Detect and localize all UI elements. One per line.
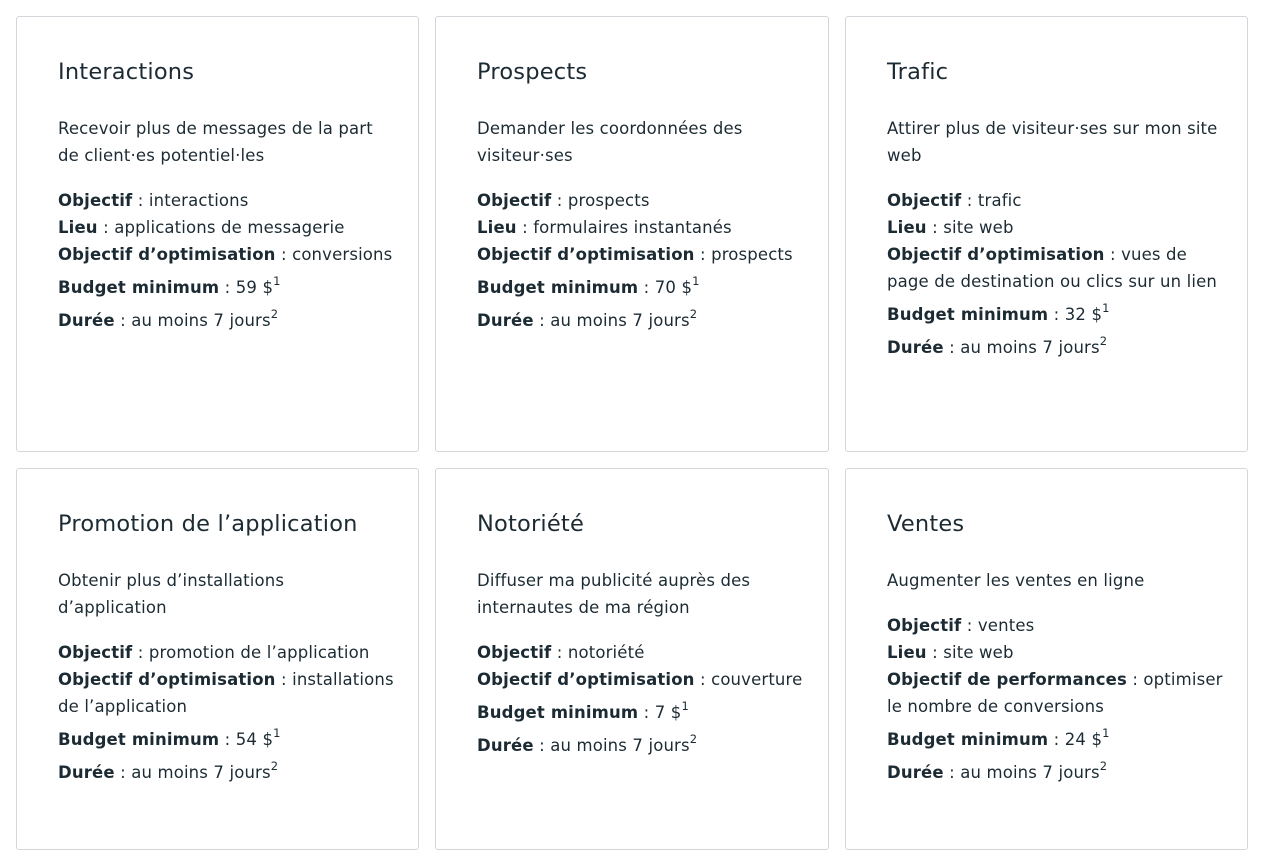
budget-footnote-link[interactable]: 1	[273, 725, 281, 740]
place-value: : site web	[926, 218, 1014, 237]
duration-row	[887, 334, 1223, 361]
card-title: Ventes	[887, 511, 965, 537]
budget-value: : 7 $	[638, 703, 682, 722]
optimization-label: Objectif d’optimisation	[477, 245, 695, 264]
objective-value: : interactions	[132, 191, 249, 210]
optimization-row	[58, 666, 394, 720]
budget-row	[58, 726, 394, 753]
place-row	[887, 639, 1223, 666]
card-title: Notoriété	[477, 511, 584, 537]
objective-row	[58, 187, 394, 214]
optimization-row	[477, 666, 804, 693]
card-description: Obtenir plus d’installations d’application	[58, 571, 285, 617]
place-value: : formulaires instantanés	[516, 218, 732, 237]
duration-row	[887, 759, 1223, 786]
duration-footnote-link[interactable]: 2	[1099, 333, 1108, 348]
place-value: : applications de messagerie	[97, 218, 345, 237]
place-label: Lieu	[58, 218, 98, 237]
optimization-value: : prospects	[694, 245, 793, 264]
duration-value: : au moins 7 jours	[114, 311, 271, 330]
optimization-label: Objectif d’optimisation	[887, 245, 1105, 264]
budget-footnote-link[interactable]: 1	[681, 698, 689, 713]
card-description: Demander les coordonnées des visiteur·ses	[477, 119, 743, 165]
duration-label: Durée	[887, 763, 944, 782]
card-details	[477, 639, 804, 759]
card-details	[887, 612, 1223, 786]
card-title: Promotion de l’application	[58, 511, 358, 537]
card-description: Attirer plus de visiteur·ses sur mon site web	[887, 119, 1218, 165]
duration-row	[477, 732, 804, 759]
objective-value: : promotion de l’application	[132, 643, 370, 662]
duration-value: : au moins 7 jours	[943, 338, 1100, 357]
objective-label: Objectif	[887, 616, 962, 635]
card-prospects	[435, 16, 829, 452]
optimization-value: : couverture	[694, 670, 803, 689]
duration-label: Durée	[477, 311, 534, 330]
card-title: Interactions	[58, 59, 195, 85]
budget-value: : 32 $	[1048, 305, 1103, 324]
budget-value: : 70 $	[638, 278, 693, 297]
card-description: Diffuser ma publicité auprès des internautes de ma région	[477, 571, 751, 617]
card-details	[58, 639, 394, 786]
budget-label: Budget minimum	[477, 278, 639, 297]
optimization-row	[887, 241, 1223, 295]
card-title: Prospects	[477, 59, 588, 85]
optimization-label: Objectif d’optimisation	[58, 245, 276, 264]
budget-label: Budget minimum	[477, 703, 639, 722]
duration-value: : au moins 7 jours	[533, 736, 690, 755]
duration-footnote-link[interactable]: 2	[689, 306, 698, 321]
duration-row	[58, 307, 394, 334]
place-value: : site web	[926, 643, 1014, 662]
place-label: Lieu	[477, 218, 517, 237]
optimization-row	[477, 241, 804, 268]
budget-footnote-link[interactable]: 1	[273, 273, 281, 288]
budget-row	[887, 301, 1223, 328]
optimization-label: Objectif de performances	[887, 670, 1127, 689]
budget-row	[477, 699, 804, 726]
card-ventes	[845, 468, 1248, 850]
objective-row	[58, 639, 394, 666]
duration-row	[477, 307, 804, 334]
card-notoriete	[435, 468, 829, 850]
card-details	[887, 187, 1223, 361]
optimization-value: : vues de page de destination ou clics sur un lien	[887, 245, 1217, 291]
objective-label: Objectif	[887, 191, 962, 210]
objective-value: : notoriété	[551, 643, 645, 662]
place-row	[58, 214, 394, 241]
duration-footnote-link[interactable]: 2	[689, 731, 698, 746]
place-row	[887, 214, 1223, 241]
card-trafic	[845, 16, 1248, 452]
duration-footnote-link[interactable]: 2	[1099, 758, 1108, 773]
duration-value: : au moins 7 jours	[943, 763, 1100, 782]
card-interactions	[16, 16, 419, 452]
card-details	[477, 187, 804, 334]
objective-label: Objectif	[477, 191, 552, 210]
budget-row	[887, 726, 1223, 753]
duration-footnote-link[interactable]: 2	[270, 758, 279, 773]
optimization-value: : conversions	[275, 245, 393, 264]
budget-value: : 59 $	[219, 278, 274, 297]
budget-label: Budget minimum	[887, 305, 1049, 324]
place-label: Lieu	[887, 643, 927, 662]
budget-value: : 54 $	[219, 730, 274, 749]
card-title: Trafic	[887, 59, 949, 85]
objective-row	[887, 612, 1223, 639]
card-app-promotion	[16, 468, 419, 850]
objective-value: : prospects	[551, 191, 650, 210]
duration-value: : au moins 7 jours	[533, 311, 690, 330]
optimization-label: Objectif d’optimisation	[58, 670, 276, 689]
duration-value: : au moins 7 jours	[114, 763, 271, 782]
objective-row	[477, 187, 804, 214]
duration-label: Durée	[477, 736, 534, 755]
budget-row	[477, 274, 804, 301]
duration-footnote-link[interactable]: 2	[270, 306, 279, 321]
budget-footnote-link[interactable]: 1	[1102, 300, 1110, 315]
duration-label: Durée	[887, 338, 944, 357]
budget-label: Budget minimum	[58, 730, 220, 749]
budget-row	[58, 274, 394, 301]
duration-label: Durée	[58, 763, 115, 782]
card-description: Augmenter les ventes en ligne	[887, 571, 1145, 590]
budget-label: Budget minimum	[887, 730, 1049, 749]
objective-value: : ventes	[961, 616, 1035, 635]
budget-label: Budget minimum	[58, 278, 220, 297]
objective-row	[887, 187, 1223, 214]
budget-footnote-link[interactable]: 1	[692, 273, 700, 288]
objective-value: : trafic	[961, 191, 1022, 210]
optimization-label: Objectif d’optimisation	[477, 670, 695, 689]
duration-row	[58, 759, 394, 786]
objective-row	[477, 639, 804, 666]
card-details	[58, 187, 394, 334]
optimization-value: : optimiser le nombre de conversions	[887, 670, 1223, 716]
budget-value: : 24 $	[1048, 730, 1103, 749]
place-label: Lieu	[887, 218, 927, 237]
duration-label: Durée	[58, 311, 115, 330]
optimization-value: : installations de l’application	[58, 670, 394, 716]
optimization-row	[887, 666, 1223, 720]
objective-label: Objectif	[477, 643, 552, 662]
place-row	[477, 214, 804, 241]
card-description: Recevoir plus de messages de la part de client·es potentiel·les	[58, 119, 373, 165]
optimization-row	[58, 241, 394, 268]
objective-label: Objectif	[58, 191, 133, 210]
budget-footnote-link[interactable]: 1	[1102, 725, 1110, 740]
objective-label: Objectif	[58, 643, 133, 662]
